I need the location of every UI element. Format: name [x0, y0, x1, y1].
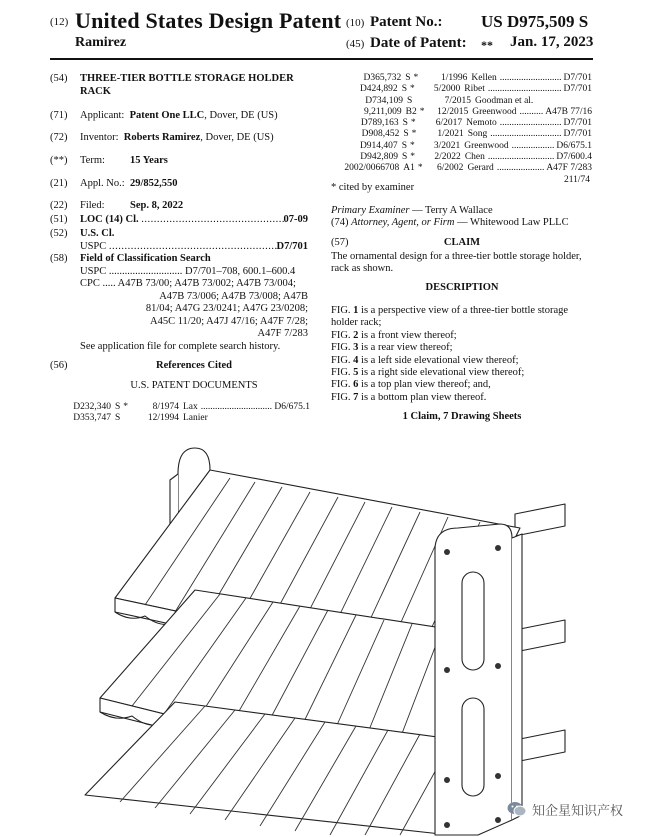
inid-71: (71): [50, 110, 68, 121]
ref-date: 5/2000: [433, 84, 461, 95]
fc-line-3: A47B 73/006; A47B 73/008; A47B: [159, 290, 308, 302]
inid-22: (22): [50, 200, 68, 211]
ref-class: D6/675.1: [556, 140, 592, 151]
attorney-label: Attorney, Agent, or Firm: [351, 217, 455, 228]
inventor-name: Roberts Ramirez: [123, 132, 201, 143]
applicant-location: , Dover, DE (US): [204, 110, 278, 121]
reference-row: [48, 413, 310, 424]
ref-kind: S *: [402, 118, 416, 129]
ref-kind: S *: [403, 129, 417, 140]
ref-class: A47B 77/16: [545, 106, 592, 117]
figure-description: FIG. 7 is a bottom plan view thereof.: [331, 391, 487, 403]
patent-number: US D975,509 S: [481, 12, 589, 31]
figure-description: FIG. 2 is a front view thereof;: [331, 329, 457, 341]
ref-class: A47F 7/283: [546, 163, 592, 174]
uspc-label: USPC: [80, 240, 107, 252]
ref-name: Nemoto ..........................: [466, 118, 562, 129]
attorney-name: — Whitewood Law PLLC: [454, 217, 569, 228]
ref-date: 12/1994: [147, 413, 179, 424]
claims-sheets-note: 1 Claim, 7 Drawing Sheets: [402, 411, 522, 422]
reference-row: [340, 163, 592, 174]
ref-star: *: [409, 84, 415, 95]
inid-58: (58): [50, 253, 68, 264]
ref-class: D6/675.1: [274, 402, 310, 412]
ref-leader: [533, 96, 536, 106]
ref-star: *: [123, 402, 129, 412]
ref-date: 8/1974: [152, 402, 179, 412]
uspc-leader: .......................................................: [108, 240, 281, 252]
ref-leader: [208, 413, 211, 423]
term-label: Term:: [80, 155, 105, 166]
references-cited-label: References Cited: [156, 360, 232, 371]
uspc-value: D7/701: [276, 240, 308, 252]
ref-name: Greenwood ..................: [464, 140, 555, 151]
cited-by-examiner-note: * cited by examiner: [331, 182, 415, 193]
figure-description: FIG. 6 is a top plan view thereof; and,: [331, 379, 491, 391]
inid-45: (45): [346, 38, 365, 50]
fc-note: See application file for complete search history.: [80, 340, 281, 352]
header-rule: [50, 58, 593, 60]
ref-kind: S: [403, 96, 429, 107]
figure-description: FIG. 4 is a left side elevational view thereof;: [331, 354, 519, 366]
fc-line-4: 81/04; A47G 23/0241; A47G 23/0208;: [145, 303, 308, 314]
right-panel-slot-upper: [462, 572, 484, 670]
ref-date: 12/2015: [437, 106, 469, 117]
description-list: [331, 305, 593, 404]
ref-kind: B2 *: [405, 106, 425, 117]
ref-kind: S *: [401, 152, 415, 163]
ref-name: Gerard ....................: [467, 163, 545, 174]
ref-star: *: [411, 129, 417, 140]
ref-leader: ..............................: [200, 402, 273, 412]
inventor-label: Inventor:: [80, 132, 119, 143]
reference-row: [340, 107, 592, 118]
inid-72: (72): [50, 132, 68, 143]
ref-date: 7/2015: [444, 95, 471, 106]
reference-row: [340, 118, 592, 129]
ref-date: 3/2021: [433, 140, 461, 151]
examiner-name: — Terry A Wallace: [409, 205, 493, 216]
ref-class: [308, 413, 310, 424]
ref-name: Kellen ..........................: [471, 73, 562, 83]
ref-kind: S *: [115, 402, 129, 412]
watermark: [507, 800, 623, 819]
ref-number: D914,407: [359, 140, 398, 151]
inid-21: (21): [50, 178, 68, 189]
inventor-location: , Dover, DE (US): [200, 132, 274, 143]
ref-name: Lax ..............................: [183, 402, 273, 412]
fc-line-6: A47F 7/283: [257, 328, 308, 339]
inid-52: (52): [50, 228, 68, 239]
claim-text: The ornamental design for a three-tier bottle storage holder, rack as shown.: [331, 251, 582, 275]
inid-10: (10): [346, 17, 365, 29]
ref-kind: A1 *: [403, 163, 423, 174]
ref-name: Chen ............................: [464, 152, 555, 163]
loc-value: 07-09: [283, 214, 308, 225]
claim-heading: CLAIM: [443, 237, 481, 248]
inid-74: (74): [331, 217, 349, 228]
ref-leader: ..........................: [499, 118, 562, 129]
ref-date: 6/2017: [435, 118, 463, 129]
patent-date: Jan. 17, 2023: [510, 34, 594, 50]
appl-no-label: Appl. No.:: [80, 178, 125, 189]
ref-number: D734,109: [365, 95, 403, 106]
ref-number: D353,747: [73, 413, 111, 424]
fc-line-2: CPC ..... A47B 73/00; A47B 73/002; A47B 73/004;: [80, 278, 296, 289]
wechat-icon: [507, 801, 527, 818]
ref-star: *: [417, 163, 423, 174]
ref-name: Lanier: [179, 413, 308, 424]
document-type-title: United States Design Patent: [75, 8, 342, 33]
inid-56: (56): [50, 360, 68, 371]
ref-class: D7/701: [563, 118, 592, 129]
inid-12: (12): [50, 16, 69, 28]
us-patent-documents-label: U.S. PATENT DOCUMENTS: [130, 380, 258, 391]
ref-leader: ..............................: [490, 129, 562, 140]
inid-term: (**): [50, 155, 68, 166]
reference-row: [340, 84, 592, 95]
ref-name: Greenwood ..........: [472, 106, 544, 117]
ref-number: D908,452: [361, 129, 400, 140]
figure-description: FIG. 1 is a perspective view of a three-tier bottle storage holder rack;: [331, 305, 569, 329]
reference-row: [48, 402, 310, 413]
ref-star: [120, 413, 123, 423]
ref-class: D7/600.4: [556, 152, 592, 163]
term-value: 15 Years: [130, 155, 168, 166]
reference-row: [340, 141, 592, 152]
inid-57: (57): [331, 237, 349, 248]
ref-kind: S *: [401, 140, 415, 151]
ref-leader: ............................: [487, 152, 555, 163]
us-cl-label: U.S. Cl.: [80, 228, 115, 239]
ref-leader: ..........................: [499, 73, 562, 83]
reference-row: [340, 96, 592, 107]
ref-leader: ..........: [519, 106, 544, 117]
patent-no-label: Patent No.:: [370, 14, 443, 30]
filed-label: Filed:: [80, 200, 105, 211]
ref-class: D7/701: [563, 129, 592, 140]
filed-value: Sep. 8, 2022: [130, 200, 184, 211]
reference-row: [340, 152, 592, 163]
figure-description: FIG. 3 is a rear view thereof;: [331, 342, 453, 354]
appl-no-value: 29/852,550: [130, 178, 178, 189]
ref-kind: S *: [401, 84, 415, 95]
ref-date: 1/1996: [441, 73, 468, 83]
ref-number: D424,892: [359, 84, 398, 95]
inid-51: (51): [50, 214, 68, 225]
ref-star: *: [410, 118, 416, 129]
ref-class: D7/701: [563, 84, 592, 95]
inventor-surname: Ramirez: [75, 35, 127, 50]
ref-number: D942,809: [360, 152, 398, 163]
left-references-list: [48, 402, 310, 425]
watermark-text: 知企星知识产权: [532, 804, 624, 819]
ref-name: Song ..............................: [467, 129, 562, 140]
ref-date: 1/2021: [437, 129, 464, 140]
ref-class: D7/701: [563, 73, 592, 83]
title-line-2: RACK: [80, 85, 111, 97]
title-line-1: THREE-TIER BOTTLE STORAGE HOLDER: [80, 73, 294, 84]
ref-star: *: [409, 140, 415, 151]
reference-row: [340, 129, 592, 140]
ref-date: 6/2002: [437, 163, 464, 174]
loc-leader: ..............................................: [141, 214, 285, 225]
rack-perspective-drawing: [60, 440, 600, 835]
right-references-list: [340, 73, 592, 175]
inid-54: (54): [50, 73, 68, 84]
examiner-label: Primary Examiner: [331, 205, 410, 216]
ref-star: *: [419, 106, 425, 117]
date-of-patent-label: Date of Patent:: [370, 35, 467, 51]
attorney-agent: [331, 217, 569, 230]
ref-leader: ..................: [511, 140, 555, 151]
ref-number: 2002/0066708: [344, 163, 400, 174]
ref-number: D232,340: [73, 402, 111, 412]
applicant-name: Patent One LLC: [129, 110, 205, 121]
last-ref-continuation: 211/74: [563, 175, 590, 185]
term-marker: **: [481, 38, 493, 52]
ref-name: Goodman et al.: [471, 96, 590, 107]
ref-number: 9,211,009: [363, 106, 402, 117]
description-heading: DESCRIPTION: [425, 282, 499, 293]
ref-leader: ....................: [496, 163, 545, 174]
ref-name: Ribet ...............................: [464, 84, 562, 95]
field-of-search-label: Field of Classification Search: [80, 253, 211, 264]
ref-kind: S: [111, 413, 137, 424]
ref-kind: S *: [405, 73, 419, 83]
ref-leader: ...............................: [487, 84, 562, 95]
ref-number: D789,163: [360, 118, 399, 129]
ref-date: 2/2022: [434, 152, 461, 163]
ref-star: *: [410, 152, 415, 163]
fc-line-5: A45C 11/20; A47J 47/16; A47F 7/28;: [149, 315, 308, 327]
right-panel-slot-lower: [462, 698, 484, 796]
loc-label: LOC (14) Cl.: [80, 214, 139, 225]
reference-row: [340, 73, 592, 84]
ref-star: *: [413, 73, 419, 83]
applicant-label: Applicant:: [80, 110, 125, 121]
ref-number: D365,732: [363, 73, 402, 83]
ref-star: [412, 96, 415, 106]
primary-examiner: [331, 205, 493, 218]
figure-description: FIG. 5 is a right side elevational view thereof;: [331, 367, 525, 379]
fc-line-1: USPC ............................ D7/701–708, 600.1–600.4: [80, 265, 296, 277]
ref-class: [590, 96, 592, 107]
